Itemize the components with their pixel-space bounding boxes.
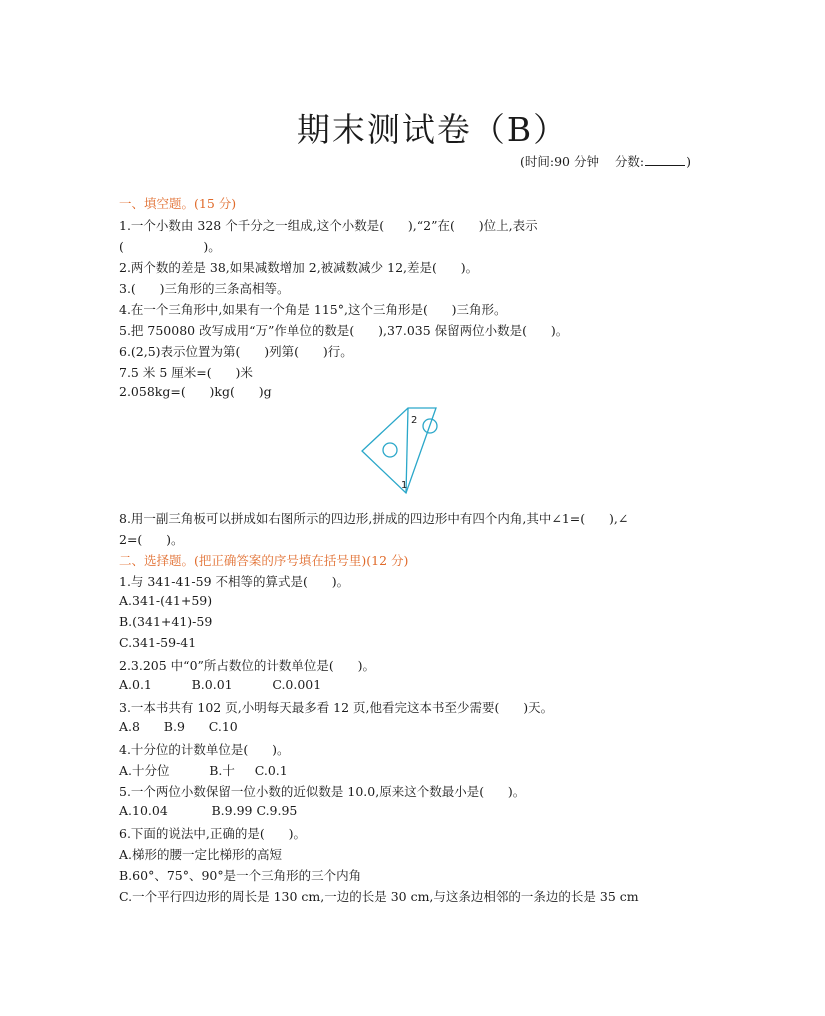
page-title: 期末测试卷（B） [296, 110, 569, 149]
q1-line-1: 1.一个小数由 328 个千分之一组成,这个小数是( ),“2”在( )位上,表示 [119, 218, 538, 233]
q3-line: 3.( )三角形的三条高相等。 [119, 281, 290, 296]
angle-label-2: 2 [411, 415, 418, 426]
choice-q6-option-a: A.梯形的腰一定比梯形的高短 [119, 847, 283, 862]
section-heading-choice: 二、选择题。(把正确答案的序号填在括号里)(12 分) [119, 553, 409, 568]
choice-q5-options: A.10.04 B.9.99 C.9.95 [119, 803, 298, 818]
choice-q1-option-a: A.341-(41+59) [119, 593, 213, 608]
q1-line-2: ( )。 [119, 239, 221, 254]
time-label: (时间:90 分钟 [520, 154, 599, 169]
choice-q5: 5.一个两位小数保留一位小数的近似数是 10.0,原来这个数最小是( )。 [119, 784, 526, 799]
choice-q4-options: A.十分位 B.十 C.0.1 [119, 763, 288, 778]
q8-line-1: 8.用一副三角板可以拼成如右图所示的四边形,拼成的四边形中有四个内角,其中∠1=( ),∠ [119, 511, 629, 526]
section-heading-fill-in: 一、填空题。(15 分) [119, 196, 237, 211]
choice-q6-option-c: C.一个平行四边形的周长是 130 cm,一边的长是 30 cm,与这条边相邻的一条边的长是 35 cm [119, 889, 639, 904]
q4-line: 4.在一个三角形中,如果有一个角是 115°,这个三角形是( )三角形。 [119, 302, 507, 317]
triangle-ruler-figure [360, 405, 440, 497]
ruler-hole-left [383, 443, 397, 457]
time-score-line [520, 152, 691, 170]
score-close: ) [686, 154, 691, 169]
choice-q1-option-c: C.341-59-41 [119, 635, 197, 650]
choice-q3: 3.一本书共有 102 页,小明每天最多看 12 页,他看完这本书至少需要( )天。 [119, 700, 554, 715]
q6-line: 6.(2,5)表示位置为第( )列第( )行。 [119, 344, 353, 359]
angle-label-1: 1 [401, 480, 408, 491]
score-label: 分数: [614, 154, 645, 169]
score-blank [645, 154, 685, 166]
choice-q4: 4.十分位的计数单位是( )。 [119, 742, 290, 757]
choice-q2: 2.3.205 中“0”所占数位的计数单位是( )。 [119, 658, 376, 673]
q7-line-2: 2.058kg=( )kg( )g [119, 384, 272, 399]
choice-q2-options: A.0.1 B.0.01 C.0.001 [119, 677, 322, 692]
q8-line-2: 2=( )。 [119, 532, 184, 547]
choice-q6: 6.下面的说法中,正确的是( )。 [119, 826, 306, 841]
q5-line: 5.把 750080 改写成用“万”作单位的数是( ),37.035 保留两位小数是( )。 [119, 323, 569, 338]
choice-q3-options: A.8 B.9 C.10 [119, 719, 238, 734]
q7-line-1: 7.5 米 5 厘米=( )米 [119, 365, 253, 380]
choice-q1-option-b: B.(341+41)-59 [119, 614, 213, 629]
choice-q1: 1.与 341-41-59 不相等的算式是( )。 [119, 574, 350, 589]
q2-line: 2.两个数的差是 38,如果减数增加 2,被减数减少 12,差是( )。 [119, 260, 479, 275]
choice-q6-option-b: B.60°、75°、90°是一个三角形的三个内角 [119, 868, 362, 883]
